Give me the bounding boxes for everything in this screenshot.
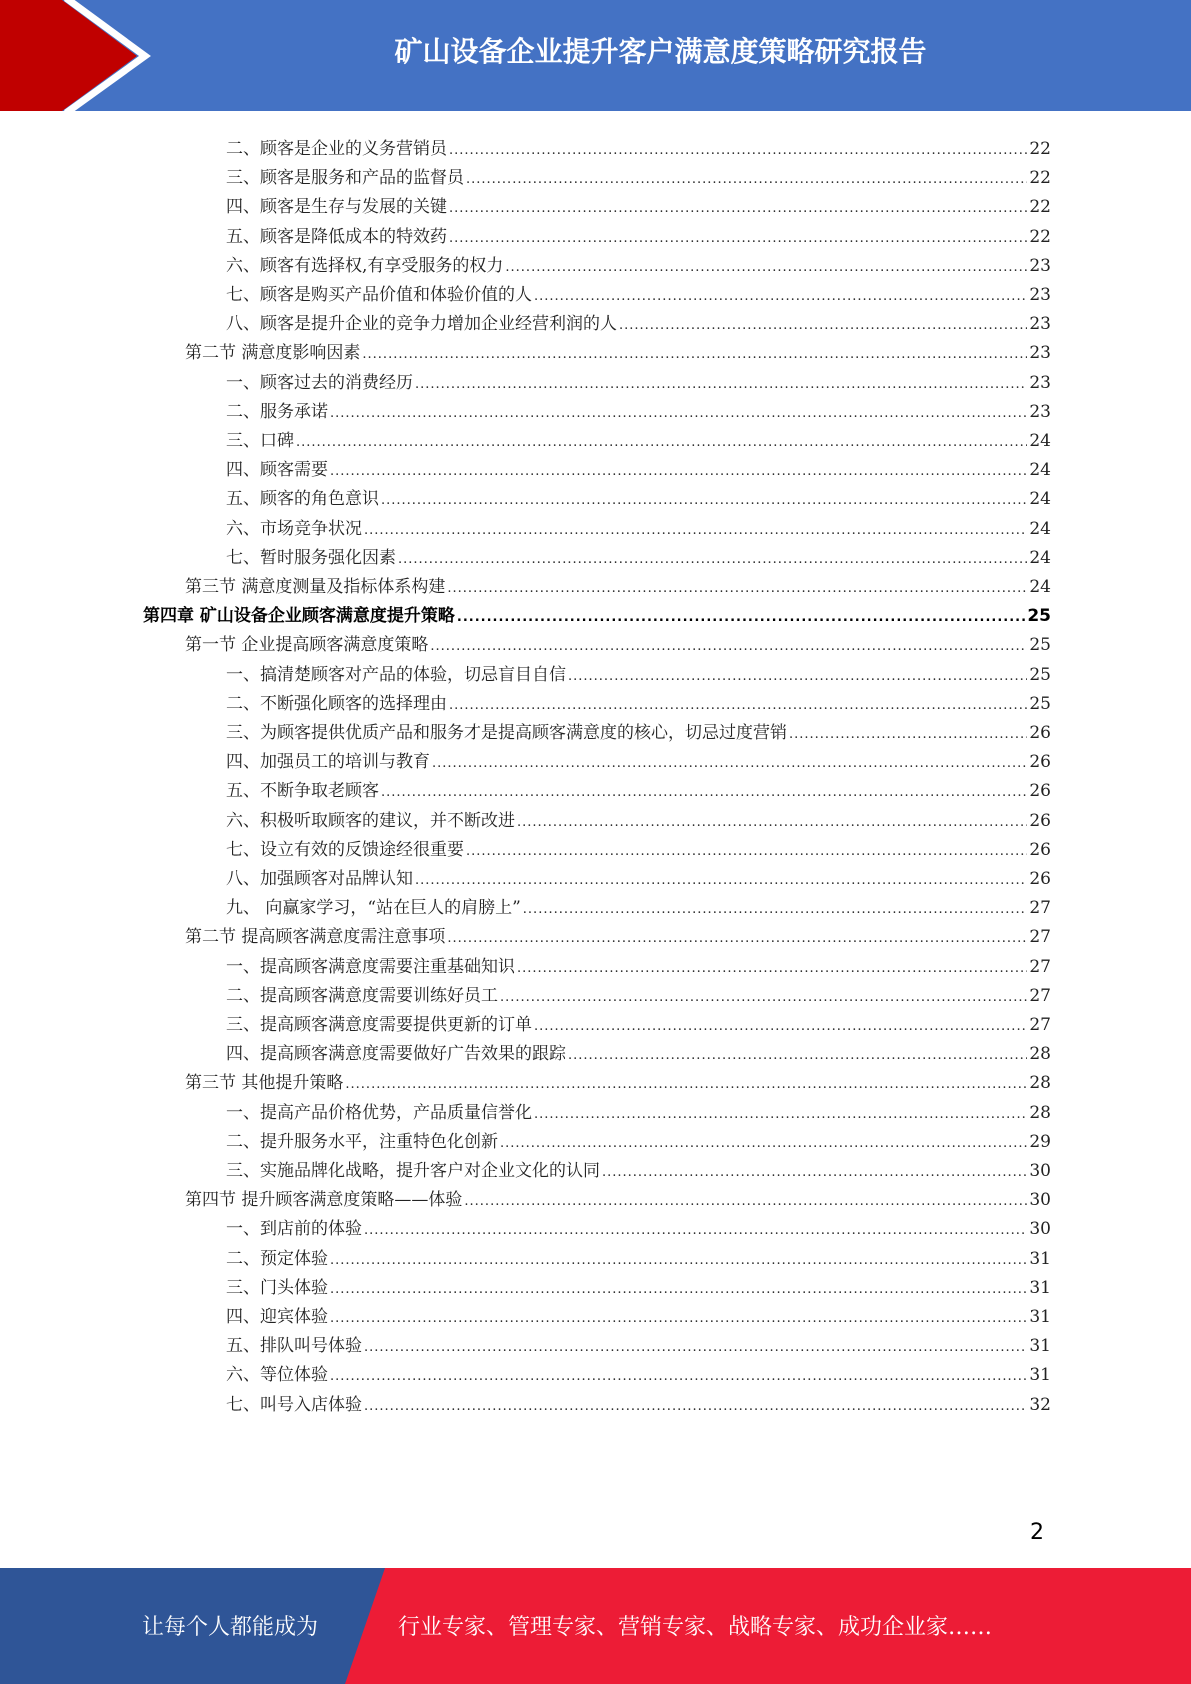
toc-entry-page: 26 (1029, 839, 1051, 860)
toc-leader-dots (568, 1047, 1027, 1064)
toc-entry[interactable] (226, 1210, 1051, 1239)
toc-entry-title: 第一节 企业提高顾客满意度策略 (185, 635, 429, 656)
toc-entry[interactable] (226, 1327, 1051, 1356)
page-header (0, 0, 1191, 111)
toc-entry-page: 22 (1029, 197, 1051, 218)
toc-entry-page: 29 (1029, 1131, 1051, 1152)
toc-leader-dots (330, 405, 1027, 422)
toc-entry-title: 四、顾客需要 (226, 460, 328, 481)
toc-leader-dots (568, 668, 1027, 685)
toc-leader-dots (345, 1076, 1027, 1093)
toc-entry-page: 26 (1029, 869, 1051, 889)
toc-entry[interactable] (226, 1386, 1051, 1415)
toc-entry-title: 第三节 满意度测量及指标体系构建 (185, 577, 446, 597)
page-number: 2 (1030, 1520, 1044, 1545)
toc-entry[interactable] (226, 1356, 1051, 1385)
toc-entry[interactable] (226, 1006, 1051, 1035)
toc-leader-dots (364, 1339, 1027, 1356)
toc-entry-page: 31 (1029, 1365, 1051, 1386)
toc-leader-dots (447, 580, 1027, 597)
toc-entry-title: 七、设立有效的反馈途经很重要 (226, 839, 464, 860)
toc-entry[interactable] (226, 422, 1051, 451)
toc-entry-title: 二、预定体验 (226, 1248, 328, 1269)
toc-leader-dots (432, 755, 1027, 772)
toc-leader-dots (505, 259, 1027, 276)
toc-entry-title: 二、提高顾客满意度需要训练好员工 (226, 985, 498, 1006)
toc-entry-page: 30 (1029, 1219, 1051, 1240)
toc-leader-dots (449, 697, 1027, 714)
toc-entry[interactable] (185, 1181, 1051, 1210)
toc-entry-title: 一、提高产品价格优势，产品质量信誉化 (226, 1102, 532, 1123)
toc-entry-title: 四、提高顾客满意度需要做好广告效果的跟踪 (226, 1044, 566, 1065)
toc-entry[interactable] (226, 305, 1051, 334)
toc-entry-title: 一、搞清楚顾客对产品的体验，切忌盲目自信 (226, 664, 566, 685)
toc-entry[interactable] (226, 218, 1051, 247)
toc-entry-page: 26 (1029, 752, 1051, 773)
toc-leader-dots (457, 609, 1025, 626)
toc-entry[interactable] (185, 568, 1051, 597)
toc-leader-dots (534, 1106, 1027, 1123)
toc-leader-dots (362, 346, 1027, 363)
toc-entry-page: 22 (1029, 226, 1051, 247)
toc-entry-page: 26 (1029, 810, 1051, 831)
toc-leader-dots (364, 1222, 1027, 1239)
toc-entry-page: 31 (1029, 1277, 1051, 1298)
toc-entry-title: 一、到店前的体验 (226, 1219, 362, 1240)
toc-leader-dots (330, 1368, 1027, 1385)
toc-entry[interactable] (226, 1269, 1051, 1298)
toc-entry-page: 23 (1029, 314, 1051, 335)
toc-entry[interactable] (226, 393, 1051, 422)
toc-entry-page: 30 (1029, 1161, 1051, 1181)
toc-leader-dots (296, 434, 1027, 451)
toc-entry-title: 四、顾客是生存与发展的关键 (226, 197, 447, 218)
toc-entry-page: 27 (1029, 1015, 1051, 1035)
toc-entry-title: 五、不断争取老顾客 (226, 781, 379, 802)
toc-entry-title: 三、提高顾客满意度需要提供更新的订单 (226, 1015, 532, 1035)
toc-entry-page: 24 (1029, 577, 1051, 597)
toc-entry[interactable] (226, 480, 1051, 509)
toc-entry-page: 24 (1029, 460, 1051, 481)
toc-entry-title: 第三节 其他提升策略 (185, 1073, 344, 1094)
toc-entry[interactable] (226, 889, 1051, 918)
toc-entry[interactable] (226, 802, 1051, 831)
toc-entry-title: 二、服务承诺 (226, 401, 328, 422)
footer-slogan-left: 让每个人都能成为 (142, 1615, 319, 1640)
toc-entry-page: 23 (1029, 285, 1051, 305)
toc-leader-dots (449, 200, 1027, 217)
toc-entry[interactable] (226, 656, 1051, 685)
toc-entry-page: 24 (1029, 431, 1051, 451)
toc-entry-title: 六、等位体验 (226, 1365, 328, 1386)
toc-entry-title: 四、迎宾体验 (226, 1307, 328, 1327)
toc-entry-title: 二、顾客是企业的义务营销员 (226, 139, 447, 159)
toc-entry-page: 32 (1029, 1394, 1051, 1415)
toc-leader-dots (430, 638, 1027, 655)
toc-entry-title: 七、暂时服务强化因素 (226, 547, 396, 568)
toc-entry[interactable] (226, 159, 1051, 188)
toc-leader-dots (398, 551, 1027, 568)
toc-entry[interactable] (185, 626, 1051, 655)
toc-entry-title: 一、提高顾客满意度需要注重基础知识 (226, 956, 515, 977)
toc-entry-title: 八、顾客是提升企业的竞争力增加企业经营利润的人 (226, 314, 617, 335)
toc-entry-page: 31 (1029, 1336, 1051, 1357)
toc-entry-title: 七、叫号入店体验 (226, 1394, 362, 1415)
toc-entry-title: 第四章 矿山设备企业顾客满意度提升策略 (143, 606, 455, 627)
toc-leader-dots (415, 376, 1027, 393)
toc-entry-page: 30 (1029, 1190, 1051, 1211)
toc-entry[interactable] (226, 1123, 1051, 1152)
toc-leader-dots (789, 726, 1027, 743)
toc-entry-title: 九、 向赢家学习，“站在巨人的肩膀上” (226, 898, 521, 919)
toc-leader-dots (619, 317, 1027, 334)
toc-entry[interactable] (226, 539, 1051, 568)
toc-entry[interactable] (226, 1240, 1051, 1269)
toc-entry[interactable] (226, 276, 1051, 305)
footer-slogan-right: 行业专家、管理专家、营销专家、战略专家、成功企业家…… (398, 1615, 993, 1640)
toc-entry-page: 23 (1029, 255, 1051, 276)
toc-leader-dots (449, 142, 1027, 159)
toc-entry-title: 第二节 满意度影响因素 (185, 343, 361, 364)
toc-entry[interactable] (226, 860, 1051, 889)
toc-entry-page: 28 (1029, 1073, 1051, 1094)
toc-leader-dots (364, 1398, 1027, 1415)
toc-entry[interactable] (226, 1035, 1051, 1064)
toc-entry[interactable] (185, 918, 1051, 947)
toc-entry-page: 27 (1029, 927, 1051, 948)
toc-leader-dots (464, 1193, 1027, 1210)
toc-leader-dots (330, 1310, 1027, 1327)
toc-leader-dots (381, 492, 1027, 509)
toc-entry[interactable] (226, 948, 1051, 977)
toc-entry[interactable] (226, 1298, 1051, 1327)
toc-entry[interactable] (226, 743, 1051, 772)
toc-leader-dots (466, 843, 1027, 860)
toc-entry[interactable] (226, 685, 1051, 714)
toc-entry[interactable] (226, 510, 1051, 539)
toc-entry-page: 26 (1029, 781, 1051, 802)
toc-entry-page: 23 (1029, 372, 1051, 393)
toc-entry-title: 五、顾客是降低成本的特效药 (226, 226, 447, 247)
toc-entry[interactable] (226, 188, 1051, 217)
toc-entry[interactable] (226, 1094, 1051, 1123)
toc-entry[interactable] (143, 597, 1051, 626)
toc-entry-page: 27 (1029, 898, 1051, 919)
toc-leader-dots (534, 288, 1027, 305)
toc-entry[interactable] (226, 1152, 1051, 1181)
toc-entry-page: 23 (1029, 401, 1051, 422)
toc-entry-title: 三、门头体验 (226, 1277, 328, 1298)
toc-entry-title: 一、顾客过去的消费经历 (226, 372, 413, 393)
toc-entry-page: 22 (1029, 139, 1051, 159)
toc-entry[interactable] (226, 451, 1051, 480)
toc-entry[interactable] (226, 714, 1051, 743)
toc-entry-page: 25 (1029, 693, 1051, 714)
toc-leader-dots (523, 901, 1028, 918)
document-title: 矿山设备企业提升客户满意度策略研究报告 (394, 35, 927, 68)
page-footer (0, 1568, 1191, 1684)
toc-entry[interactable] (226, 772, 1051, 801)
toc-leader-dots (381, 784, 1027, 801)
toc-entry-page: 28 (1029, 1044, 1051, 1065)
toc-entry-page: 27 (1029, 956, 1051, 977)
toc-entry-page: 27 (1029, 985, 1051, 1006)
toc-entry[interactable] (226, 977, 1051, 1006)
toc-leader-dots (517, 814, 1027, 831)
toc-entry-title: 八、加强顾客对品牌认知 (226, 869, 413, 889)
toc-leader-dots (534, 1018, 1027, 1035)
toc-entry-title: 三、为顾客提供优质产品和服务才是提高顾客满意度的核心，切忌过度营销 (226, 723, 787, 743)
toc-entry-title: 四、加强员工的培训与教育 (226, 752, 430, 773)
toc-entry-title: 六、市场竞争状况 (226, 518, 362, 539)
toc-entry-page: 24 (1029, 489, 1051, 510)
toc-leader-dots (364, 522, 1027, 539)
toc-entry[interactable] (185, 1064, 1051, 1093)
toc-entry[interactable] (226, 364, 1051, 393)
toc-entry-page: 24 (1029, 547, 1051, 568)
toc-entry-page: 26 (1029, 723, 1051, 743)
toc-entry-page: 31 (1029, 1248, 1051, 1269)
toc-leader-dots (466, 171, 1027, 188)
toc-leader-dots (330, 463, 1027, 480)
toc-entry-title: 五、排队叫号体验 (226, 1336, 362, 1357)
toc-entry-title: 二、提升服务水平，注重特色化创新 (226, 1131, 498, 1152)
toc-leader-dots (602, 1164, 1027, 1181)
toc-entry[interactable] (226, 831, 1051, 860)
toc-leader-dots (447, 930, 1027, 947)
toc-entry-page: 24 (1029, 518, 1051, 539)
toc-entry-title: 六、顾客有选择权,有享受服务的权力 (226, 255, 504, 276)
toc-leader-dots (449, 230, 1027, 247)
toc-leader-dots (500, 1135, 1027, 1152)
toc-entry-title: 二、不断强化顾客的选择理由 (226, 693, 447, 714)
toc-entry-page: 23 (1029, 343, 1051, 364)
toc-entry-page: 31 (1029, 1307, 1051, 1327)
toc-leader-dots (330, 1281, 1027, 1298)
toc-entry-title: 三、顾客是服务和产品的监督员 (226, 168, 464, 189)
toc-entry[interactable] (226, 247, 1051, 276)
toc-entry-title: 三、口碑 (226, 431, 294, 451)
toc-entry-page: 28 (1029, 1102, 1051, 1123)
toc-entry-title: 第四节 提升顾客满意度策略——体验 (185, 1190, 463, 1211)
toc-entry-page: 22 (1029, 168, 1051, 189)
toc-entry-title: 三、实施品牌化战略，提升客户对企业文化的认同 (226, 1161, 600, 1181)
toc-leader-dots (500, 989, 1027, 1006)
toc-entry-title: 七、顾客是购买产品价值和体验价值的人 (226, 285, 532, 305)
toc-entry[interactable] (185, 334, 1051, 363)
toc-entry-title: 第二节 提高顾客满意度需注意事项 (185, 927, 446, 948)
toc-entry-title: 六、积极听取顾客的建议，并不断改进 (226, 810, 515, 831)
toc-entry-page: 25 (1029, 664, 1051, 685)
toc-leader-dots (517, 960, 1027, 977)
toc-entry[interactable] (226, 130, 1051, 159)
toc-leader-dots (415, 872, 1027, 889)
toc-entry-page: 25 (1029, 635, 1051, 656)
toc-entry-page: 25 (1027, 606, 1051, 627)
toc-leader-dots (330, 1252, 1027, 1269)
toc-entry-title: 五、顾客的角色意识 (226, 489, 379, 510)
